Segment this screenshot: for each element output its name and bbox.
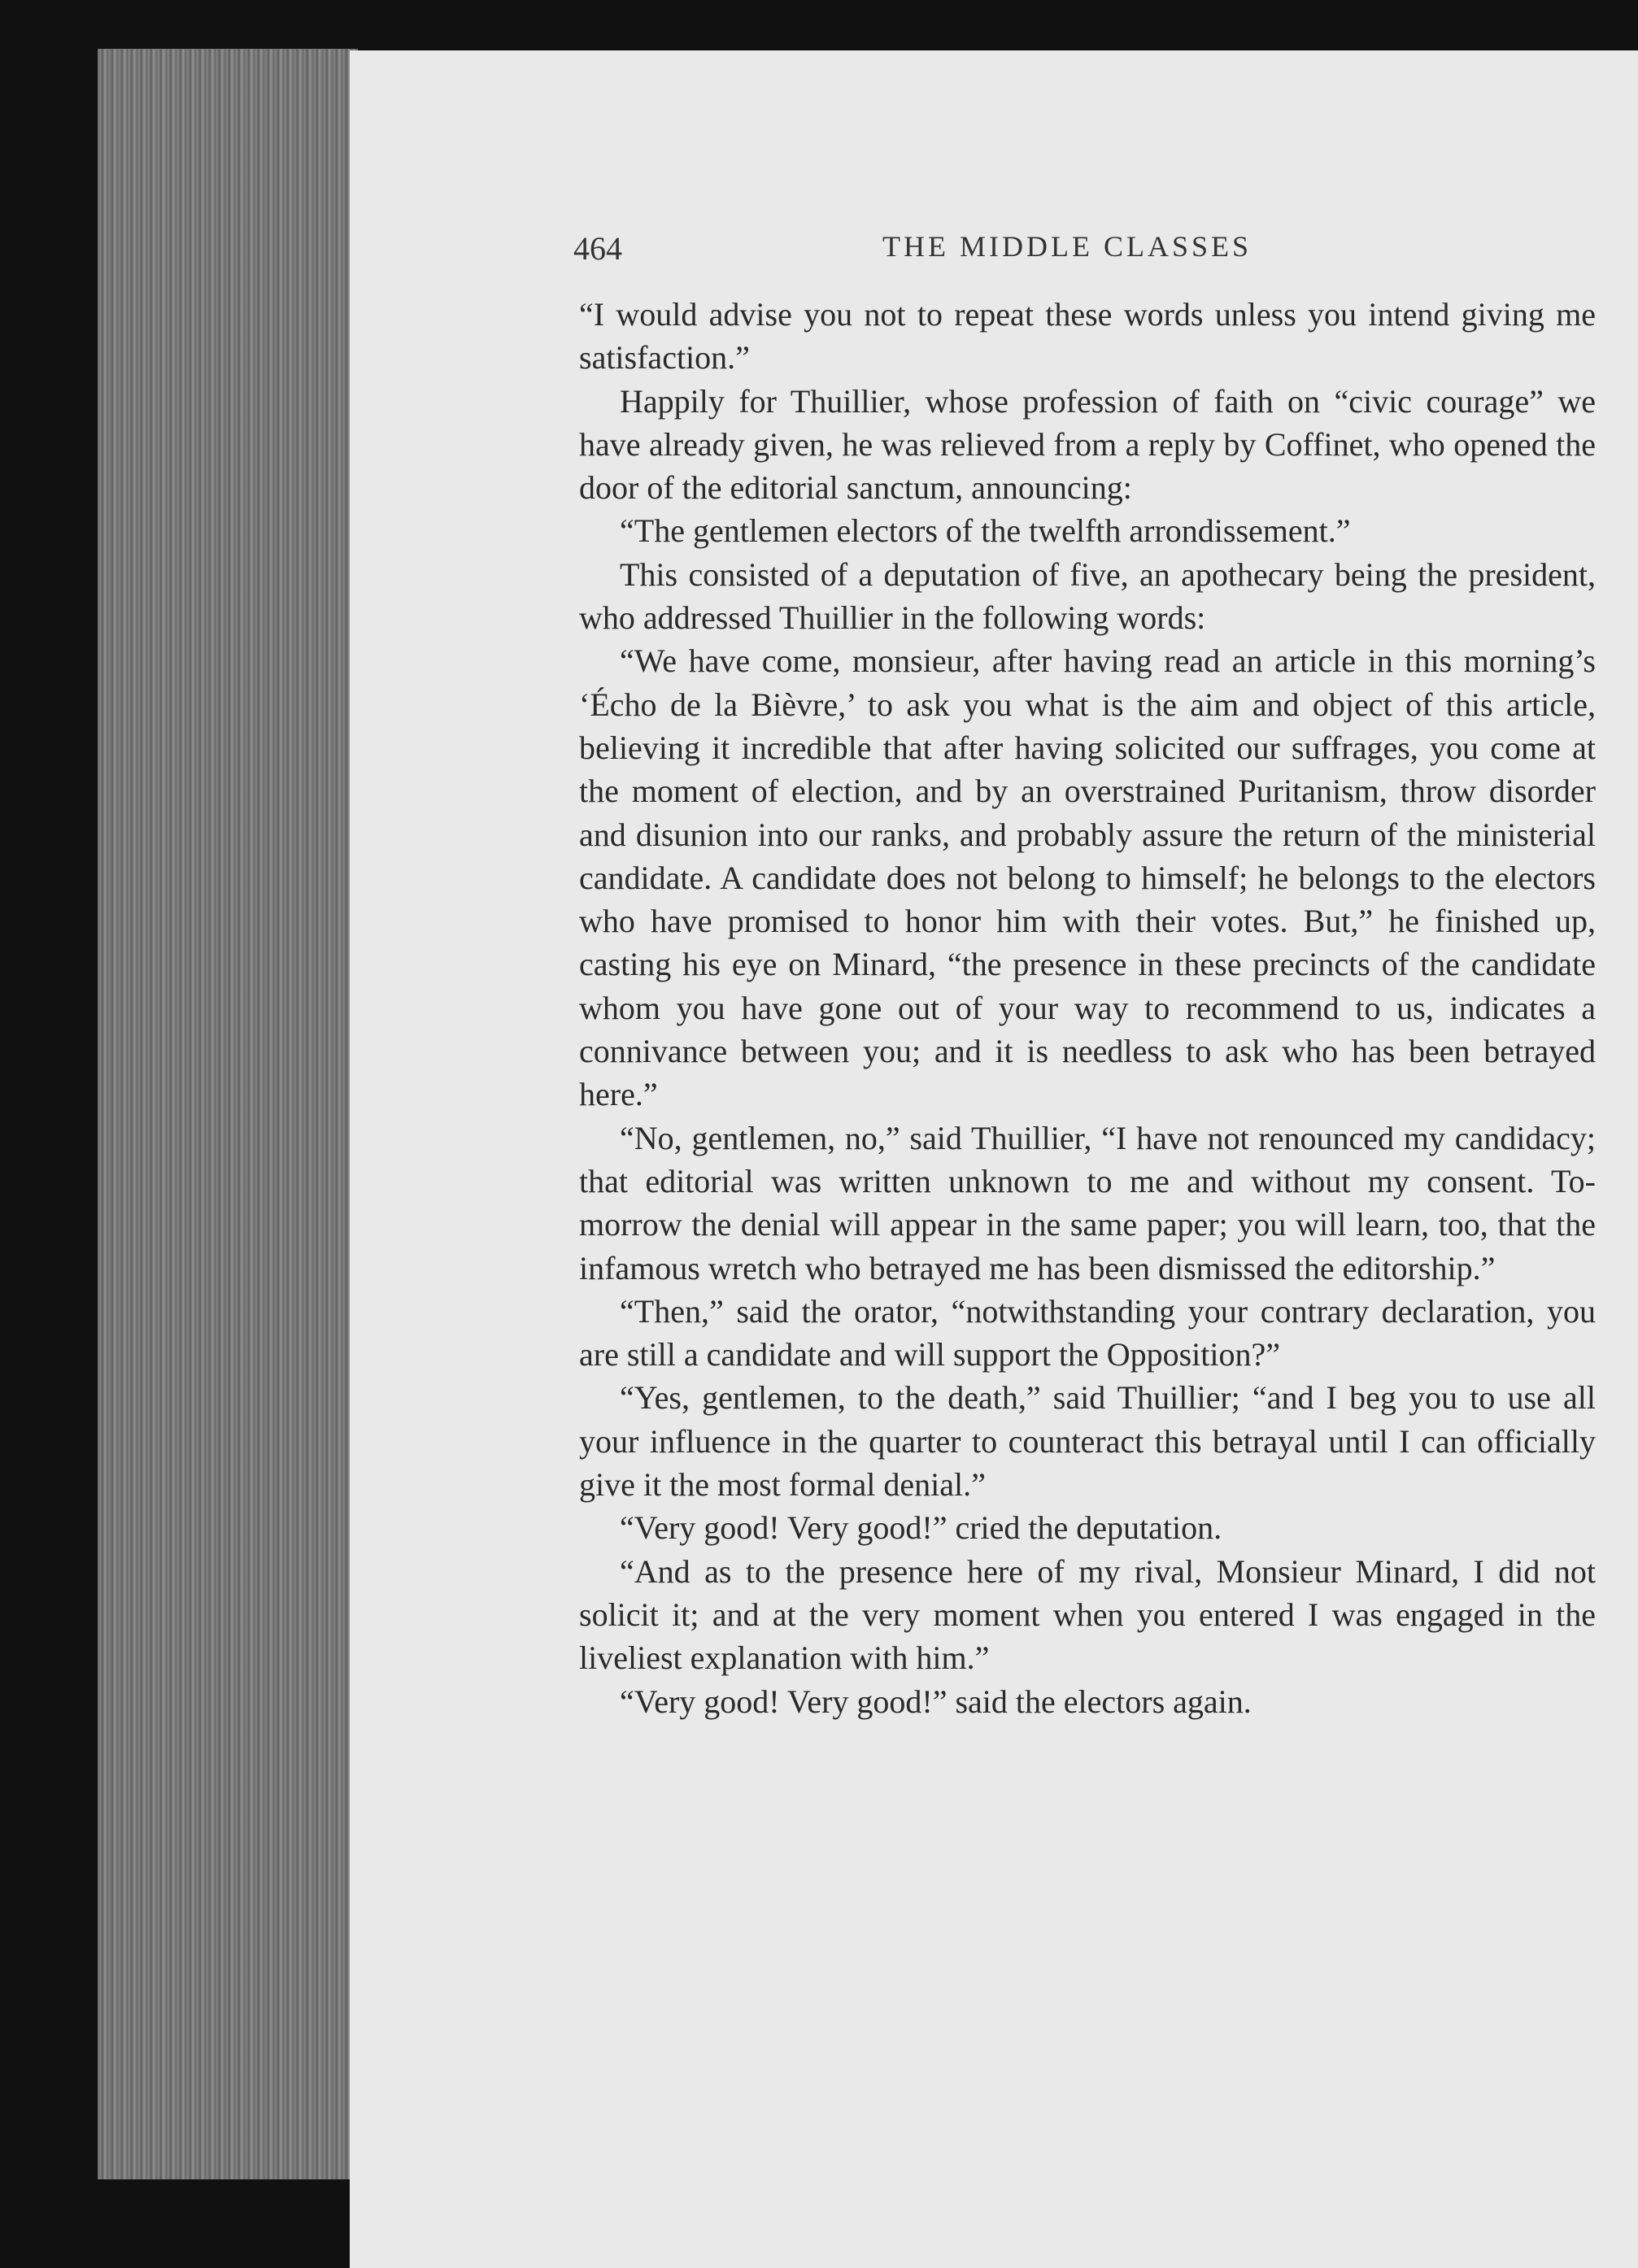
- page-number: 464: [573, 230, 622, 267]
- paragraph: This consisted of a deputation of five, an apothecary being the president, who addressed Thuillier in the following words:: [579, 555, 1596, 637]
- paragraph: “Yes, gentlemen, to the death,” said Thuillier; “and I beg you to use all your influence in the quarter to counteract this betrayal until I can officially give it the most formal denial.”: [579, 1379, 1596, 1504]
- paragraph: “Very good! Very good!” said the electors again.: [620, 1682, 1252, 1720]
- body-text: [579, 293, 1596, 1723]
- paragraph: “Then,” said the orator, “notwithstanding your contrary declaration, you are still a candidate and will support the Opposition?”: [579, 1292, 1596, 1373]
- running-title: THE MIDDLE CLASSES: [882, 230, 1252, 263]
- paragraph: “Very good! Very good!” cried the deputation.: [620, 1509, 1222, 1547]
- paragraph: Happily for Thuillier, whose profession of faith on “civic courage” we have already given, he was relieved from a reply by Coffinet, who opened the door of the editorial sanctum, announcing:: [579, 382, 1596, 507]
- paragraph: “We have come, monsieur, after having read an article in this morning’s ‘Écho de la Bièvre,’ to ask you what is the aim and object of this article, believing it incredible that after having solicited our suffrages, you come at the moment of election, and by an overstrained Puritanism, throw disorder and disunion into our ranks, and probably assure the return of the ministerial candidate. A candidate does not belong to himself; he belongs to the electors who have promised to honor him with their votes. But,” he finished up, casting his eye on Minard, “the presence in these precincts of the candidate whom you have gone out of your way to recommend to us, indicates a connivance between you; and it is needless to ask who has been betrayed here.”: [579, 642, 1596, 1113]
- page-header: [573, 229, 1623, 278]
- page-edge: [98, 49, 358, 2179]
- paragraph: “I would advise you not to repeat these words unless you intend giving me satisfaction.”: [579, 296, 1596, 377]
- paragraph: “And as to the presence here of my rival, Monsieur Minard, I did not solicit it; and at the very moment when you entered I was engaged in the liveliest explanation with him.”: [579, 1552, 1596, 1677]
- paragraph: “The gentlemen electors of the twelfth arrondissement.”: [620, 512, 1351, 550]
- paragraph: “No, gentlemen, no,” said Thuillier, “I have not renounced my candidacy; that editorial was written unknown to me and without my consent. To-morrow the denial will appear in the same paper; you will learn, too, that the infamous wretch who betrayed me has been dismissed the editorship.”: [579, 1119, 1596, 1286]
